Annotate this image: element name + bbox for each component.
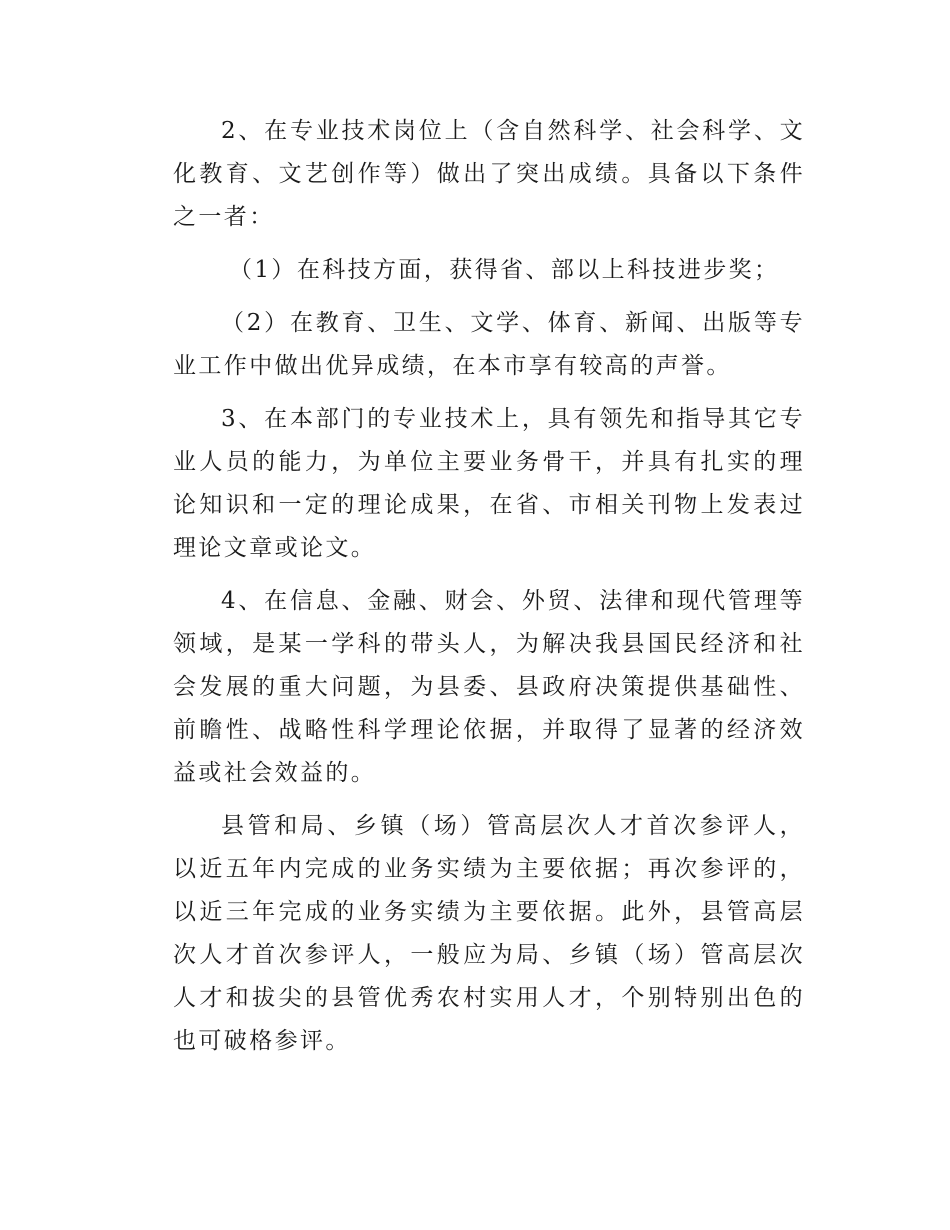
paragraph-sub-1: （1）在科技方面，获得省、部以上科技进步奖；: [229, 257, 780, 283]
paragraph-criterion-3: 3、在本部门的专业技术上，具有领先和指导其它专业人员的能力，为单位主要业务骨干，并具有扎实的理论知识和一定的理论成果，在省、市相关刊物上发表过理论文章或论文。: [173, 406, 805, 561]
paragraph-criterion-4: 4、在信息、金融、财会、外贸、法律和现代管理等领域，是某一学科的带头人，为解决我县国民经济和社会发展的重大问题，为县委、县政府决策提供基础性、前瞻性、战略性科学理论依据，并取得了显著的经济效益或社会效益的。: [173, 588, 805, 786]
paragraph-sub-2: （2）在教育、卫生、文学、体育、新闻、出版等专业工作中做出优异成绩，在本市享有较高的声誉。: [173, 310, 805, 379]
paragraph-criterion-2: 2、在专业技术岗位上（含自然科学、社会科学、文化教育、文艺创作等）做出了突出成绩。具备以下条件之一者：: [173, 118, 805, 230]
paragraph-evaluation-basis: 县管和局、乡镇（场）管高层次人才首次参评人，以近五年内完成的业务实绩为主要依据；再次参评的，以近三年完成的业务实绩为主要依据。此外，县管高层次人才首次参评人，一般应为局、乡镇（场）管高层次人才和拔尖的县管优秀农村实用人才，个别特别出色的也可破格参评。: [173, 813, 805, 1054]
